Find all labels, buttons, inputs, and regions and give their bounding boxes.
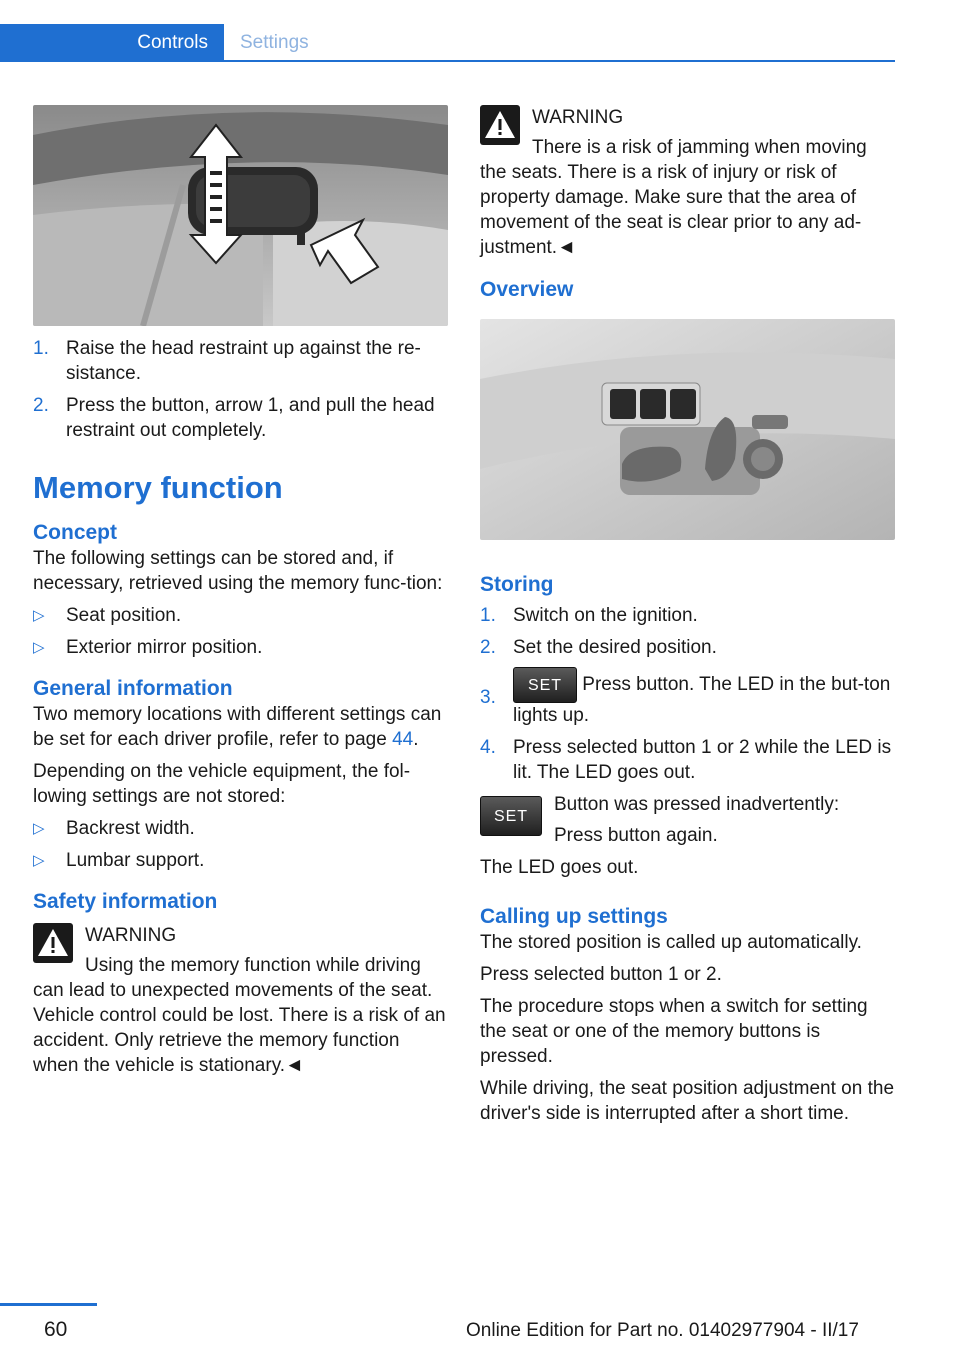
step-number: 2. <box>33 395 49 416</box>
triangle-bullet-icon: ▷ <box>33 639 45 656</box>
warning-text-first: There is a risk of jamming when moving <box>532 137 867 158</box>
inadvertent-note <box>480 792 895 848</box>
removal-steps <box>33 336 448 443</box>
general-text-part: Two memory locations with different settings can be set for each driver profile, refer to page <box>33 704 442 750</box>
list-item <box>33 635 448 660</box>
list-item <box>480 667 895 728</box>
concept-text: The following settings can be stored and, if necessary, retrieved using the memory func‐tion: <box>33 548 443 594</box>
warning-block <box>33 923 448 1078</box>
set-button-icon: SET <box>480 796 542 836</box>
list-item-text: Seat position. <box>66 605 182 626</box>
tab-controls[interactable]: Controls <box>0 24 224 62</box>
header-tabs <box>0 24 895 62</box>
edition-note: Online Edition for Part no. 01402977904 - II/17 <box>466 1320 859 1341</box>
step-text: Switch on the ignition. <box>513 605 698 626</box>
step-number: 1. <box>33 338 49 359</box>
step-number: 2. <box>480 637 496 658</box>
list-item <box>480 735 895 785</box>
warning-block <box>480 105 895 260</box>
list-item <box>480 603 895 628</box>
step-text: Press button. The LED in the but‐ton lights up. <box>513 674 891 726</box>
calling-text-1: The stored position is called up automatically. <box>480 932 862 953</box>
triangle-bullet-icon: ▷ <box>33 852 45 869</box>
head-restraint-image <box>33 105 448 326</box>
heading-memory-function: Memory function <box>33 470 283 505</box>
general-text-2: Depending on the vehicle equipment, the fol‐lowing settings are not stored: <box>33 761 411 807</box>
tab-divider <box>224 60 895 62</box>
page-number: 60 <box>44 1318 68 1341</box>
footer-rule <box>0 1303 97 1306</box>
step-number: 3. <box>480 687 496 708</box>
warning-text: Using the memory function while driving can lead to unexpected movements of the seat. Vehicle control could be lost. There is a risk of an accident. Only retrieve the memory function when the vehicle is stationary.◄ <box>33 955 446 1076</box>
heading-general-information: General information <box>33 677 233 700</box>
step-text: Raise the head restraint up against the re‐sistance. <box>66 338 421 384</box>
heading-storing: Storing <box>480 573 554 596</box>
inadvertent-text-1: Button was pressed inadvertently: <box>554 794 840 815</box>
inadvertent-text-2: Press button again. <box>554 825 718 846</box>
step-text: Press the button, arrow 1, and pull the head restraint out completely. <box>66 395 435 441</box>
warning-text: the seats. There is a risk of injury or risk of property damage. Make sure that the area of movement of the seat is clear prior to any ad‐justment.◄ <box>480 162 862 258</box>
step-number: 4. <box>480 737 496 758</box>
general-list <box>33 816 448 873</box>
step-text: Set the desired position. <box>513 637 717 658</box>
heading-overview: Overview <box>480 278 574 301</box>
triangle-bullet-icon: ▷ <box>33 607 45 624</box>
heading-concept: Concept <box>33 521 117 544</box>
warning-triangle-icon <box>33 923 73 963</box>
list-item <box>33 848 448 873</box>
list-item <box>33 816 448 841</box>
set-button-icon: SET <box>513 667 577 703</box>
page-link[interactable]: 44 <box>392 729 414 750</box>
list-item <box>33 336 448 386</box>
heading-calling-up-settings: Calling up settings <box>480 905 668 928</box>
right-column <box>480 105 895 1133</box>
calling-text-3: The procedure stops when a switch for setting the seat or one of the memory buttons is pressed. <box>480 996 868 1067</box>
warning-title: WARNING <box>532 107 624 128</box>
general-text-end: . <box>413 729 419 750</box>
seat-controls-image <box>480 319 895 540</box>
general-text-1 <box>33 702 448 752</box>
step-text: Press selected button 1 or 2 while the LED is lit. The LED goes out. <box>513 737 892 783</box>
list-item-text: Exterior mirror position. <box>66 637 263 658</box>
tab-settings[interactable]: Settings <box>240 32 309 53</box>
calling-text-2: Press selected button 1 or 2. <box>480 964 722 985</box>
storing-steps <box>480 603 895 785</box>
list-item-text: Backrest width. <box>66 818 195 839</box>
warning-triangle-icon <box>480 105 520 145</box>
step-number: 1. <box>480 605 496 626</box>
calling-text-4: While driving, the seat position adjustment on the driver's side is interrupted after a short time. <box>480 1078 895 1124</box>
list-item <box>33 393 448 443</box>
left-column <box>33 105 448 1078</box>
led-out-text: The LED goes out. <box>480 857 639 878</box>
list-item-text: Lumbar support. <box>66 850 205 871</box>
list-item <box>33 603 448 628</box>
concept-list <box>33 603 448 660</box>
heading-safety-information: Safety information <box>33 890 218 913</box>
triangle-bullet-icon: ▷ <box>33 820 45 837</box>
warning-title: WARNING <box>85 925 177 946</box>
list-item <box>480 635 895 660</box>
